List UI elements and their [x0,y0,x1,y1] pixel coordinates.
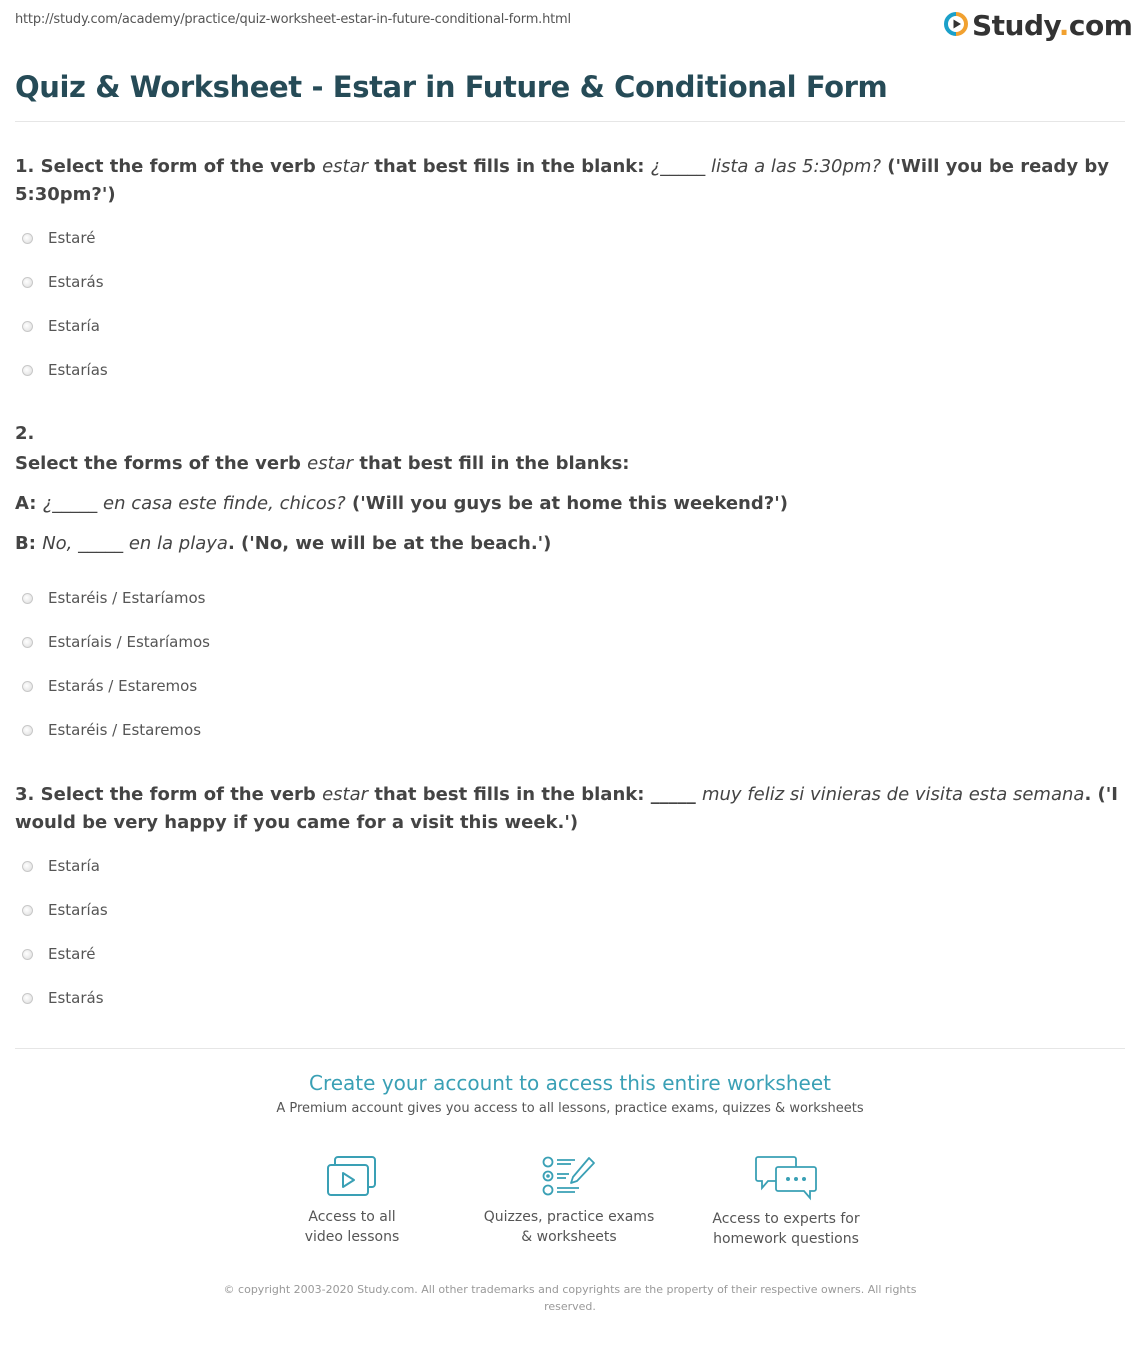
radio-button[interactable] [22,321,33,332]
question-2-text: Select the forms of the verb estar that best fill in the blanks: [15,453,630,474]
question-2-option-4[interactable]: Estaréis / Estaremos [22,721,201,739]
radio-button[interactable] [22,725,33,736]
question-1-option-4[interactable]: Estarías [22,361,108,379]
study-logo[interactable] [944,9,1132,42]
radio-button[interactable] [22,949,33,960]
question-3-option-1[interactable]: Estaría [22,857,100,875]
question-2-option-1[interactable]: Estaréis / Estaríamos [22,589,206,607]
radio-button[interactable] [22,365,33,376]
question-2-line-a: A: ¿_____ en casa este finde, chicos? ('Will you guys be at home this weekend?') [15,493,788,514]
copyright-text: © copyright 2003-2020 Study.com. All other trademarks and copyrights are the property of their respective owners. All rights reserved. [223,1283,917,1313]
quiz-checklist-icon [541,1155,597,1199]
video-lessons-icon [326,1155,378,1199]
divider [15,1048,1125,1049]
radio-button[interactable] [22,993,33,1004]
question-2-line-b: B: No, _____ en la playa. ('No, we will be at the beach.') [15,533,552,554]
chat-bubbles-icon [754,1155,818,1201]
question-3-option-2[interactable]: Estarías [22,901,108,919]
feature-video-lessons: Access to all video lessons [252,1155,452,1247]
question-3-option-3[interactable]: Estaré [22,945,95,963]
radio-button[interactable] [22,233,33,244]
cta-subtitle: A Premium account gives you access to all lessons, practice exams, quizzes & worksheets [276,1101,864,1116]
radio-button[interactable] [22,593,33,604]
radio-button[interactable] [22,681,33,692]
question-1-option-2[interactable]: Estarás [22,273,104,291]
page-url: http://study.com/academy/practice/quiz-worksheet-estar-in-future-conditional-form.html [15,12,571,27]
question-1-option-3[interactable]: Estaría [22,317,100,335]
page-title: Quiz & Worksheet - Estar in Future & Conditional Form [15,70,888,104]
radio-button[interactable] [22,861,33,872]
feature-experts: Access to experts for homework questions [686,1155,886,1249]
question-1-text: 1. Select the form of the verb estar that best fills in the blank: ¿_____ lista a las 5:30pm? ('Will you be ready by 5:30pm?') [15,156,1109,205]
question-1-option-1[interactable]: Estaré [22,229,95,247]
radio-button[interactable] [22,277,33,288]
divider [15,121,1125,122]
question-3-option-4[interactable]: Estarás [22,989,104,1007]
question-2-number: 2. [15,423,35,444]
radio-button[interactable] [22,905,33,916]
question-2-option-3[interactable]: Estarás / Estaremos [22,677,197,695]
question-2-option-2[interactable]: Estaríais / Estaríamos [22,633,210,651]
logo-text: Study.com [972,9,1133,42]
play-circle-icon [944,12,968,40]
feature-quizzes: Quizzes, practice exams & worksheets [469,1155,669,1247]
question-3-text: 3. Select the form of the verb estar that best fills in the blank: _____ muy feliz si vinieras de visita esta semana. ('I would be very happy if you came for a visit this week.') [15,784,1118,833]
radio-button[interactable] [22,637,33,648]
create-account-link[interactable]: Create your account to access this entire worksheet [309,1071,831,1095]
